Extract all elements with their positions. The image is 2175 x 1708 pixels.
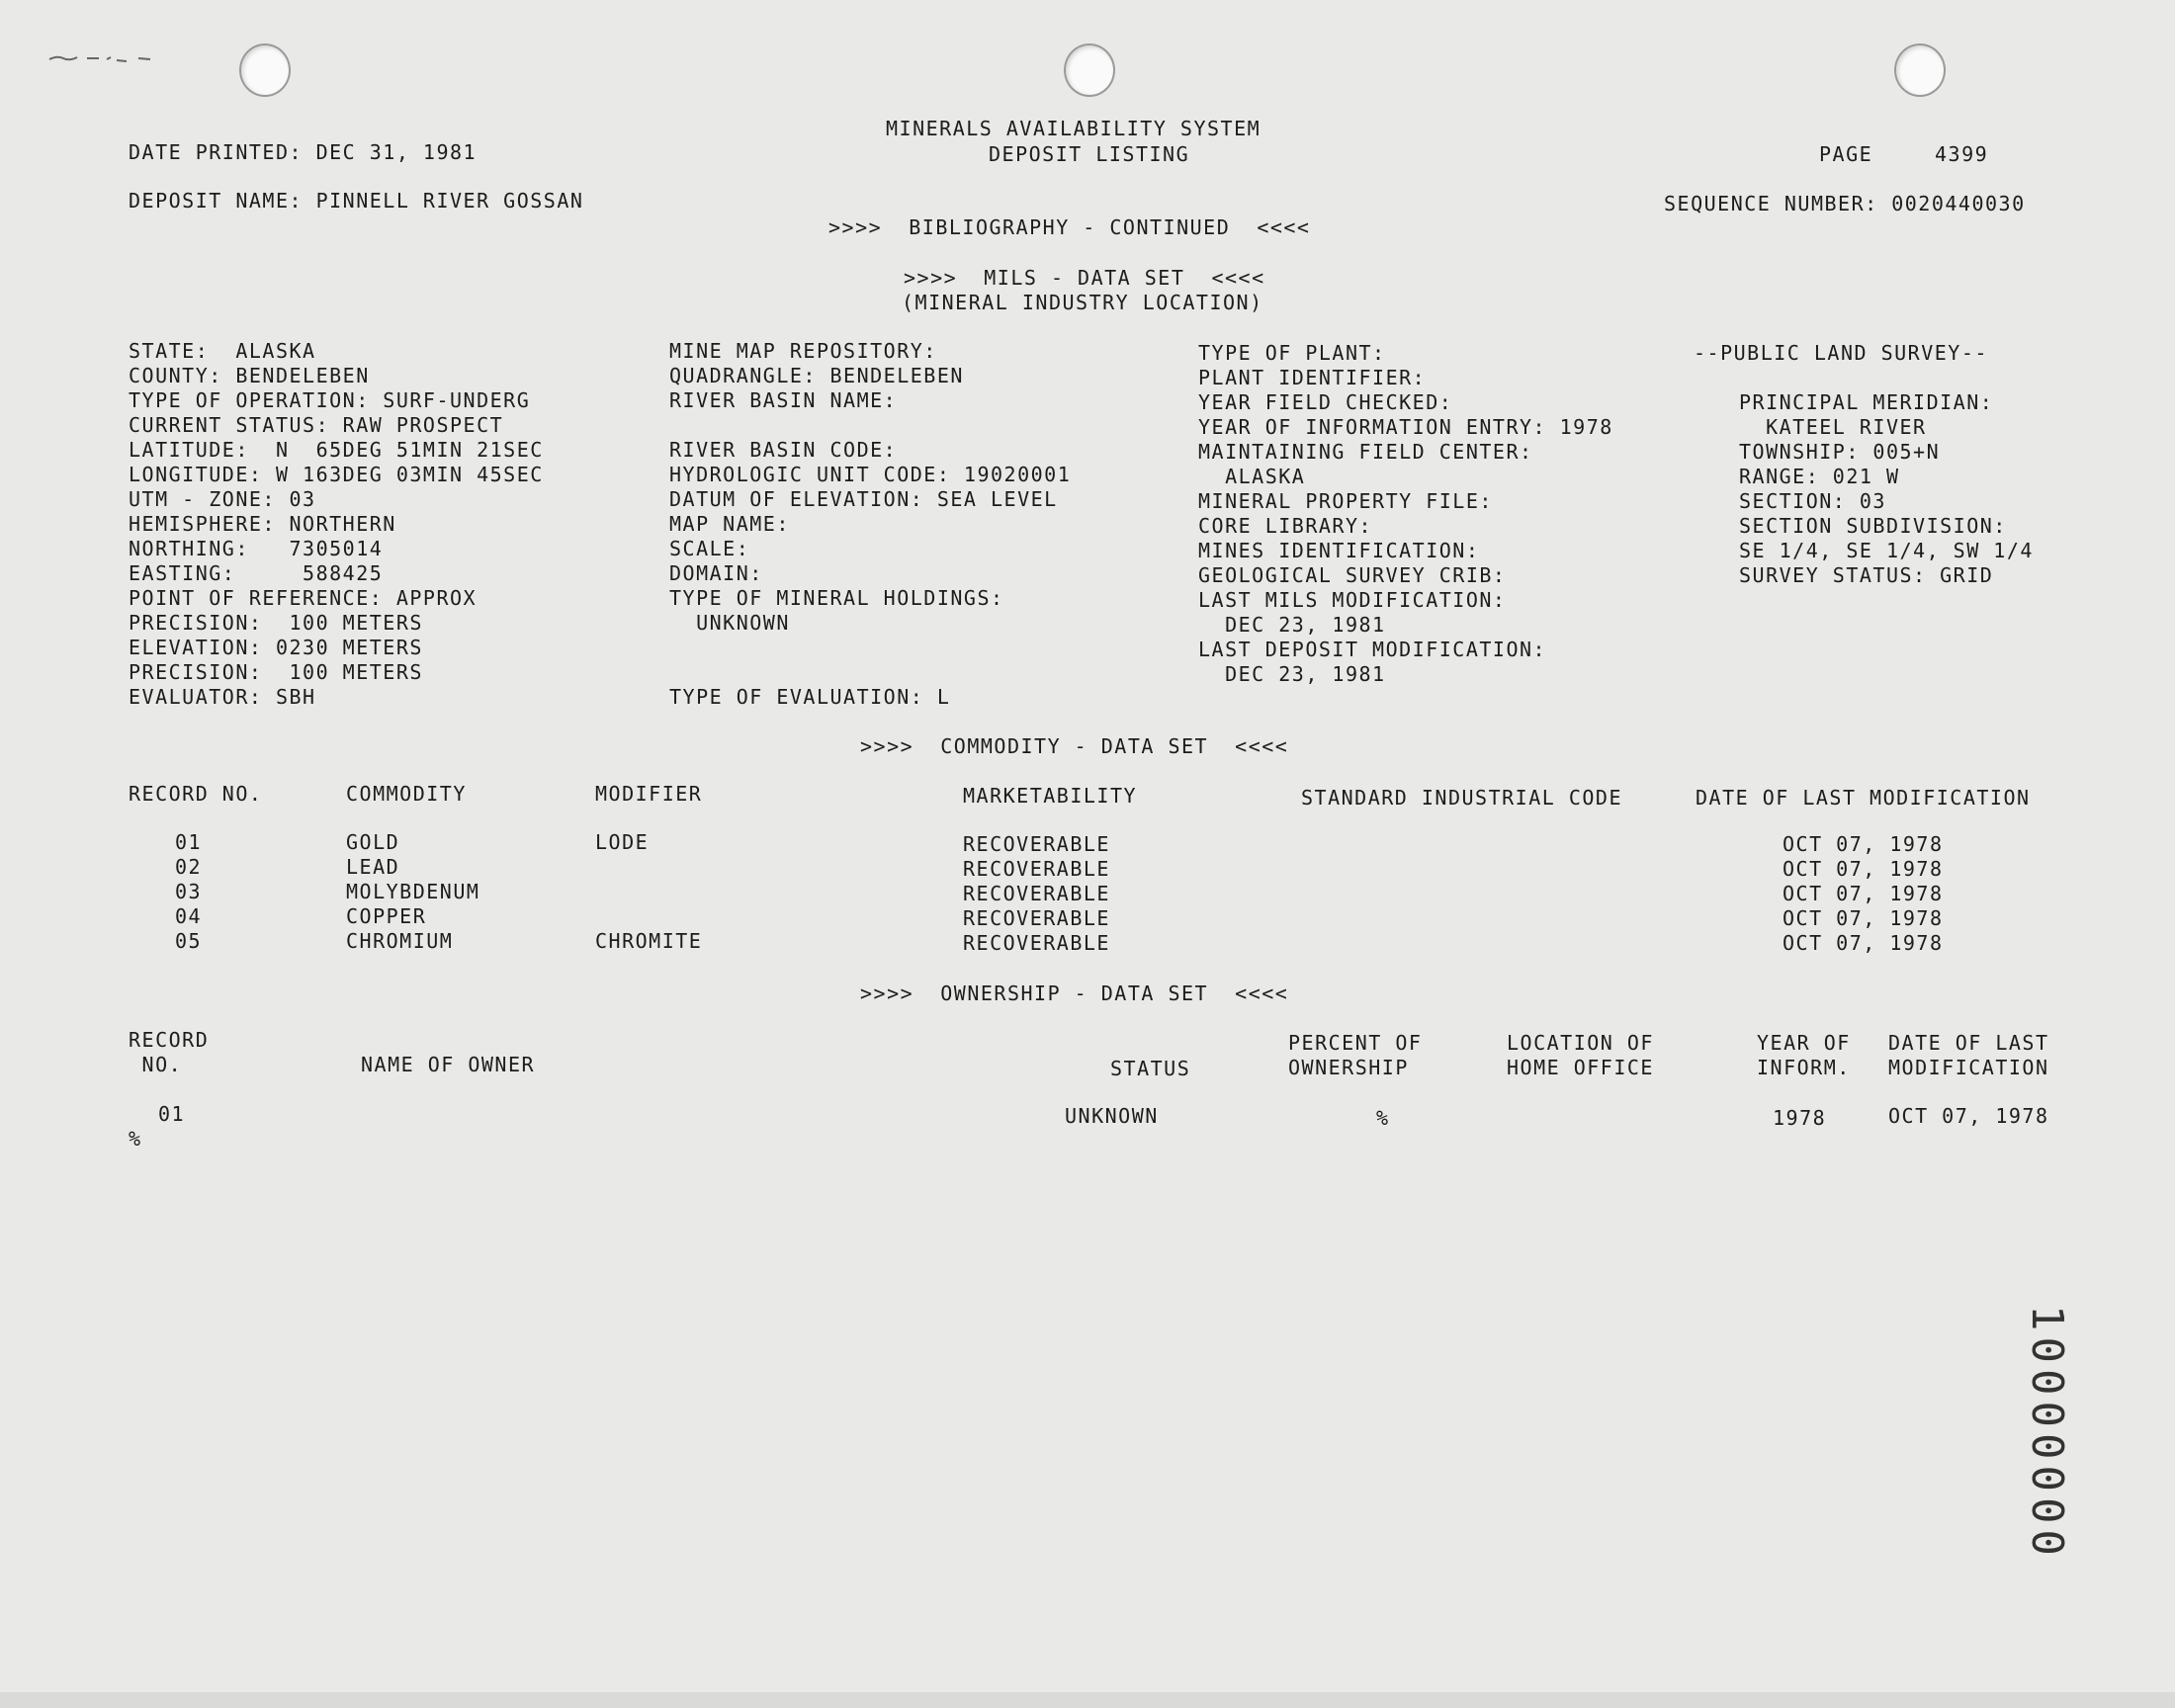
- mine-map-repository-field: MINE MAP REPOSITORY:: [669, 339, 937, 363]
- longitude-field: LONGITUDE: W 163DEG 03MIN 45SEC: [129, 463, 544, 486]
- col-header-year: YEAR OF: [1757, 1031, 1851, 1055]
- page-label: PAGE: [1819, 142, 1873, 166]
- plant-type-field: TYPE OF PLANT:: [1198, 341, 1386, 365]
- page-number: 4399: [1935, 142, 1989, 166]
- section-subdivision-value: SE 1/4, SE 1/4, SW 1/4: [1739, 539, 2034, 562]
- core-library-field: CORE LIBRARY:: [1198, 514, 1373, 538]
- commodity-name: MOLYBDENUM: [346, 880, 480, 903]
- record-no: 03: [175, 880, 203, 903]
- river-basin-code-field: RIVER BASIN CODE:: [669, 438, 898, 462]
- col-header-year: INFORM.: [1757, 1056, 1851, 1079]
- hydrologic-unit-code-field: HYDROLOGIC UNIT CODE: 19020001: [669, 463, 1072, 486]
- last-deposit-modification-value: DEC 23, 1981: [1198, 662, 1386, 686]
- modified-date: OCT 07, 1978: [1783, 906, 1944, 930]
- modified-date: OCT 07, 1978: [1783, 832, 1944, 856]
- survey-crib-field: GEOLOGICAL SURVEY CRIB:: [1198, 563, 1507, 587]
- col-header-date: DATE OF LAST MODIFICATION: [1696, 786, 2031, 810]
- record-no: 02: [175, 855, 203, 879]
- state-field: STATE: ALASKA: [129, 339, 316, 363]
- operation-type-field: TYPE OF OPERATION: SURF-UNDERG: [129, 388, 531, 412]
- commodity-name: GOLD: [346, 830, 400, 854]
- modifier: CHROMITE: [595, 929, 703, 953]
- marketability: RECOVERABLE: [963, 857, 1110, 881]
- marketability: RECOVERABLE: [963, 832, 1110, 856]
- deposit-name: DEPOSIT NAME: PINNELL RIVER GOSSAN: [129, 189, 584, 213]
- record-no: 01: [158, 1102, 186, 1126]
- pencil-scribble: [47, 49, 156, 67]
- record-no: 05: [175, 929, 203, 953]
- col-header-marketability: MARKETABILITY: [963, 784, 1138, 808]
- mineral-holdings-field: TYPE OF MINERAL HOLDINGS:: [669, 586, 1004, 610]
- survey-status-field: SURVEY STATUS: GRID: [1739, 563, 1994, 587]
- ownership-heading: >>>> OWNERSHIP - DATA SET <<<<: [860, 982, 1289, 1005]
- precision-field: PRECISION: 100 METERS: [129, 611, 423, 635]
- col-header-percent: PERCENT OF: [1288, 1031, 1423, 1055]
- col-header-modifier: MODIFIER: [595, 782, 703, 806]
- mils-heading: >>>> MILS - DATA SET <<<<: [904, 266, 1265, 290]
- current-status-field: CURRENT STATUS: RAW PROSPECT: [129, 413, 504, 437]
- punch-hole: [1894, 43, 1946, 97]
- mineral-holdings-value: UNKNOWN: [669, 611, 790, 635]
- system-title: MINERALS AVAILABILITY SYSTEM: [886, 117, 1262, 140]
- info-year: 1978: [1773, 1106, 1827, 1130]
- field-center-field: MAINTAINING FIELD CENTER:: [1198, 440, 1533, 464]
- evaluator-field: EVALUATOR: SBH: [129, 685, 316, 709]
- year-of-entry-field: YEAR OF INFORMATION ENTRY: 1978: [1198, 415, 1613, 439]
- year-field-checked-field: YEAR FIELD CHECKED:: [1198, 390, 1453, 414]
- section-subdivision-field: SECTION SUBDIVISION:: [1739, 514, 2007, 538]
- range-field: RANGE: 021 W: [1739, 465, 1900, 488]
- commodity-heading: >>>> COMMODITY - DATA SET <<<<: [860, 734, 1289, 758]
- modified-date: OCT 07, 1978: [1783, 857, 1944, 881]
- land-survey-heading: --PUBLIC LAND SURVEY--: [1694, 341, 1988, 365]
- col-header-percent: OWNERSHIP: [1288, 1056, 1409, 1079]
- date-printed: DATE PRINTED: DEC 31, 1981: [129, 140, 478, 164]
- record-no: 01: [175, 830, 203, 854]
- bibliography-heading: >>>> BIBLIOGRAPHY - CONTINUED <<<<: [828, 215, 1311, 239]
- col-header-date: DATE OF LAST: [1888, 1031, 2049, 1055]
- field-center-value: ALASKA: [1198, 465, 1306, 488]
- col-header-location: LOCATION OF: [1507, 1031, 1654, 1055]
- point-of-reference-field: POINT OF REFERENCE: APPROX: [129, 586, 478, 610]
- utm-zone-field: UTM - ZONE: 03: [129, 487, 316, 511]
- modified-date: OCT 07, 1978: [1783, 882, 1944, 905]
- plant-identifier-field: PLANT IDENTIFIER:: [1198, 366, 1427, 389]
- principal-meridian-field: PRINCIPAL MERIDIAN:: [1739, 390, 1994, 414]
- county-field: COUNTY: BENDELEBEN: [129, 364, 370, 387]
- col-header-commodity: COMMODITY: [346, 782, 467, 806]
- marketability: RECOVERABLE: [963, 882, 1110, 905]
- latitude-field: LATITUDE: N 65DEG 51MIN 21SEC: [129, 438, 544, 462]
- mines-identification-field: MINES IDENTIFICATION:: [1198, 539, 1480, 562]
- property-file-field: MINERAL PROPERTY FILE:: [1198, 489, 1493, 513]
- elevation-precision-field: PRECISION: 100 METERS: [129, 660, 423, 684]
- modified-date: OCT 07, 1978: [1783, 931, 1944, 955]
- commodity-name: LEAD: [346, 855, 400, 879]
- evaluation-type-field: TYPE OF EVALUATION: L: [669, 685, 951, 709]
- modifier: LODE: [595, 830, 650, 854]
- hemisphere-field: HEMISPHERE: NORTHERN: [129, 512, 396, 536]
- principal-meridian-value: KATEEL RIVER: [1739, 415, 1927, 439]
- domain-field: DOMAIN:: [669, 561, 763, 585]
- record-no: 04: [175, 904, 203, 928]
- punch-hole: [239, 43, 291, 97]
- col-header-date: MODIFICATION: [1888, 1056, 2049, 1079]
- elevation-field: ELEVATION: 0230 METERS: [129, 636, 423, 659]
- margin-stamp: 10000000: [2022, 1305, 2072, 1562]
- northing-field: NORTHING: 7305014: [129, 537, 384, 560]
- col-header-record: NO.: [129, 1053, 183, 1076]
- marketability: RECOVERABLE: [963, 931, 1110, 955]
- col-header-owner: NAME OF OWNER: [361, 1053, 536, 1076]
- scale-field: SCALE:: [669, 537, 750, 560]
- col-header-status: STATUS: [1110, 1057, 1191, 1080]
- page-bottom-edge: [0, 1692, 2175, 1708]
- ownership-percent: %: [1376, 1106, 1390, 1130]
- commodity-name: COPPER: [346, 904, 427, 928]
- easting-field: EASTING: 588425: [129, 561, 384, 585]
- listing-title: DEPOSIT LISTING: [989, 142, 1190, 166]
- last-mils-modification-value: DEC 23, 1981: [1198, 613, 1386, 637]
- owner-status: UNKNOWN: [1065, 1104, 1159, 1128]
- col-header-record: RECORD: [129, 1028, 210, 1052]
- col-header-location: HOME OFFICE: [1507, 1056, 1654, 1079]
- last-deposit-modification-field: LAST DEPOSIT MODIFICATION:: [1198, 638, 1547, 661]
- datum-of-elevation-field: DATUM OF ELEVATION: SEA LEVEL: [669, 487, 1058, 511]
- township-field: TOWNSHIP: 005+N: [1739, 440, 1941, 464]
- punch-hole: [1064, 43, 1115, 97]
- map-name-field: MAP NAME:: [669, 512, 790, 536]
- quadrangle-field: QUADRANGLE: BENDELEBEN: [669, 364, 964, 387]
- last-mils-modification-field: LAST MILS MODIFICATION:: [1198, 588, 1507, 612]
- marketability: RECOVERABLE: [963, 906, 1110, 930]
- commodity-name: CHROMIUM: [346, 929, 454, 953]
- section-field: SECTION: 03: [1739, 489, 1886, 513]
- river-basin-name-field: RIVER BASIN NAME:: [669, 388, 898, 412]
- modified-date: OCT 07, 1978: [1888, 1104, 2049, 1128]
- mils-subheading: (MINERAL INDUSTRY LOCATION): [902, 291, 1263, 314]
- col-header-sic: STANDARD INDUSTRIAL CODE: [1301, 786, 1622, 810]
- sequence-number: SEQUENCE NUMBER: 0020440030: [1664, 192, 2026, 215]
- col-header-record: RECORD NO.: [129, 782, 263, 806]
- end-marker: %: [129, 1127, 142, 1151]
